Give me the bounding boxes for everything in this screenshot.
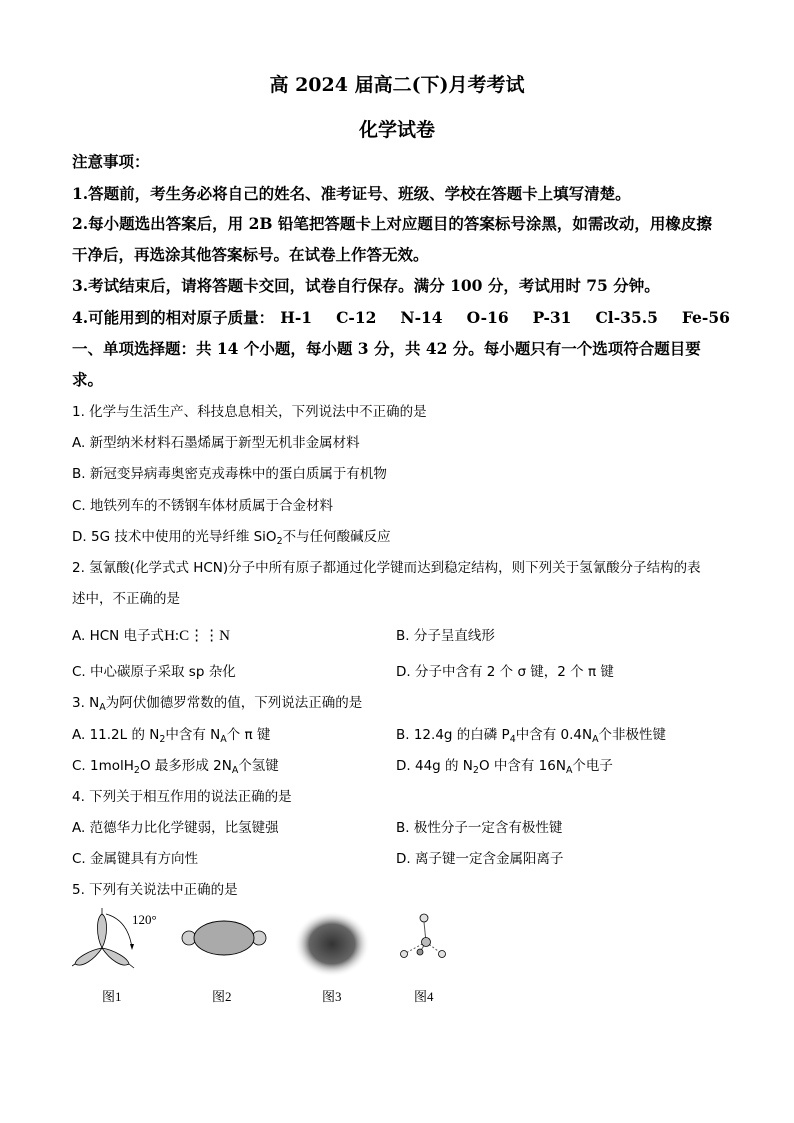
q4-stem: 4. 下列关于相互作用的说法正确的是 <box>72 789 292 805</box>
atomic-mass-label: 4.可能用到的相对原子质量： <box>72 308 275 327</box>
q1-option-d: D. 5G 技术中使用的光导纤维 SiO$_2$不与任何酸碱反应 <box>72 529 391 547</box>
notice-item-1: 1.答题前，考生务必将自己的姓名、准考证号、班级、学校在答题卡上填写清楚。 <box>72 184 631 203</box>
q3-option-b: B. 12.4g 的白磷 $P_4$中含有 $0.4N_A$个非极性键 <box>396 727 667 745</box>
q2-stem-1: 2. 氢氰酸(化学式式 HCN)分子中所有原子都通过化学键而达到稳定结构，则下列关于氢氰酸分子结构的表 <box>72 560 701 576</box>
q3-option-c: C. 1molH$_2$O 最多形成 $2N_A$个氢键 <box>72 758 279 776</box>
figure-4-label: 图4 <box>414 989 434 1004</box>
notice-item-4 <box>72 306 754 328</box>
q5-figures <box>72 908 472 1008</box>
q1-stem: 1. 化学与生活生产、科技息息相关，下列说法中不正确的是 <box>72 404 427 420</box>
q2-option-b: B. 分子呈直线形 <box>396 628 495 644</box>
exam-title: 高 2024 届高二(下)月考考试 <box>269 74 525 96</box>
electron-formula: H:C⋮⋮N <box>164 628 230 644</box>
atomic-mass: C-12 <box>336 308 377 327</box>
q4-option-b: B. 极性分子一定含有极性键 <box>396 820 563 836</box>
notice-item-2a: 2.每小题选出答案后，用 2B 铅笔把答题卡上对应题目的答案标号涂黑，如需改动，用橡皮擦 <box>72 214 712 233</box>
section-heading-1: 一、单项选择题：共 14 个小题，每小题 3 分，共 42 分。每小题只有一个选项符合题目要 <box>72 339 701 358</box>
atomic-mass: P-31 <box>532 308 572 327</box>
notice-heading: 注意事项： <box>72 152 150 171</box>
figure-2-orbital <box>180 920 270 960</box>
q3-stem: 3. $N_A$为阿伏伽德罗常数的值，下列说法正确的是 <box>72 695 363 713</box>
atomic-mass: H-1 <box>280 308 313 327</box>
figure-1-label: 图1 <box>102 989 122 1004</box>
q4-option-c: C. 金属键具有方向性 <box>72 851 199 867</box>
notice-item-2b: 干净后，再选涂其他答案标号。在试卷上作答无效。 <box>72 245 429 264</box>
q2-option-a: A. HCN 电子式H:C⋮⋮N <box>72 628 230 644</box>
section-heading-2: 求。 <box>72 370 104 389</box>
q1-option-a: A. 新型纳米材料石墨烯属于新型无机非金属材料 <box>72 435 360 451</box>
figure-2-label: 图2 <box>212 989 232 1004</box>
angle-label: 120° <box>132 912 157 927</box>
notice-item-3: 3.考试结束后，请将答题卡交回，试卷自行保存。满分 100 分，考试用时 75 分钟。 <box>72 276 660 295</box>
figure-4-molecule <box>394 908 454 968</box>
q3-option-a: A. 11.2L 的 $N_2$中含有 $N_A$个 π 键 <box>72 727 271 745</box>
atomic-mass: O-16 <box>466 308 509 327</box>
atomic-mass: Fe-56 <box>681 308 730 327</box>
q5-stem: 5. 下列有关说法中正确的是 <box>72 882 238 898</box>
atomic-mass: N-14 <box>400 308 443 327</box>
q4-option-a: A. 范德华力比化学键弱，比氢键强 <box>72 820 279 836</box>
q1-option-b: B. 新冠变异病毒奥密克戎毒株中的蛋白质属于有机物 <box>72 466 387 482</box>
q2-option-c: C. 中心碳原子采取 sp 杂化 <box>72 664 236 680</box>
q3-option-d: D. 44g 的 $N_2O$ 中含有 $16N_A$个电子 <box>396 758 613 776</box>
q4-option-d: D. 离子键一定含金属阳离子 <box>396 851 564 867</box>
exam-subtitle: 化学试卷 <box>358 119 435 141</box>
q2-option-d: D. 分子中含有 2 个 σ 键，2 个 π 键 <box>396 664 614 680</box>
q1-option-c: C. 地铁列车的不锈钢车体材质属于合金材料 <box>72 498 334 514</box>
figure-3-electron-cloud <box>292 910 372 978</box>
q2-stem-2: 述中，不正确的是 <box>72 591 180 607</box>
atomic-mass: Cl-35.5 <box>595 308 658 327</box>
figure-3-label: 图3 <box>322 989 342 1004</box>
